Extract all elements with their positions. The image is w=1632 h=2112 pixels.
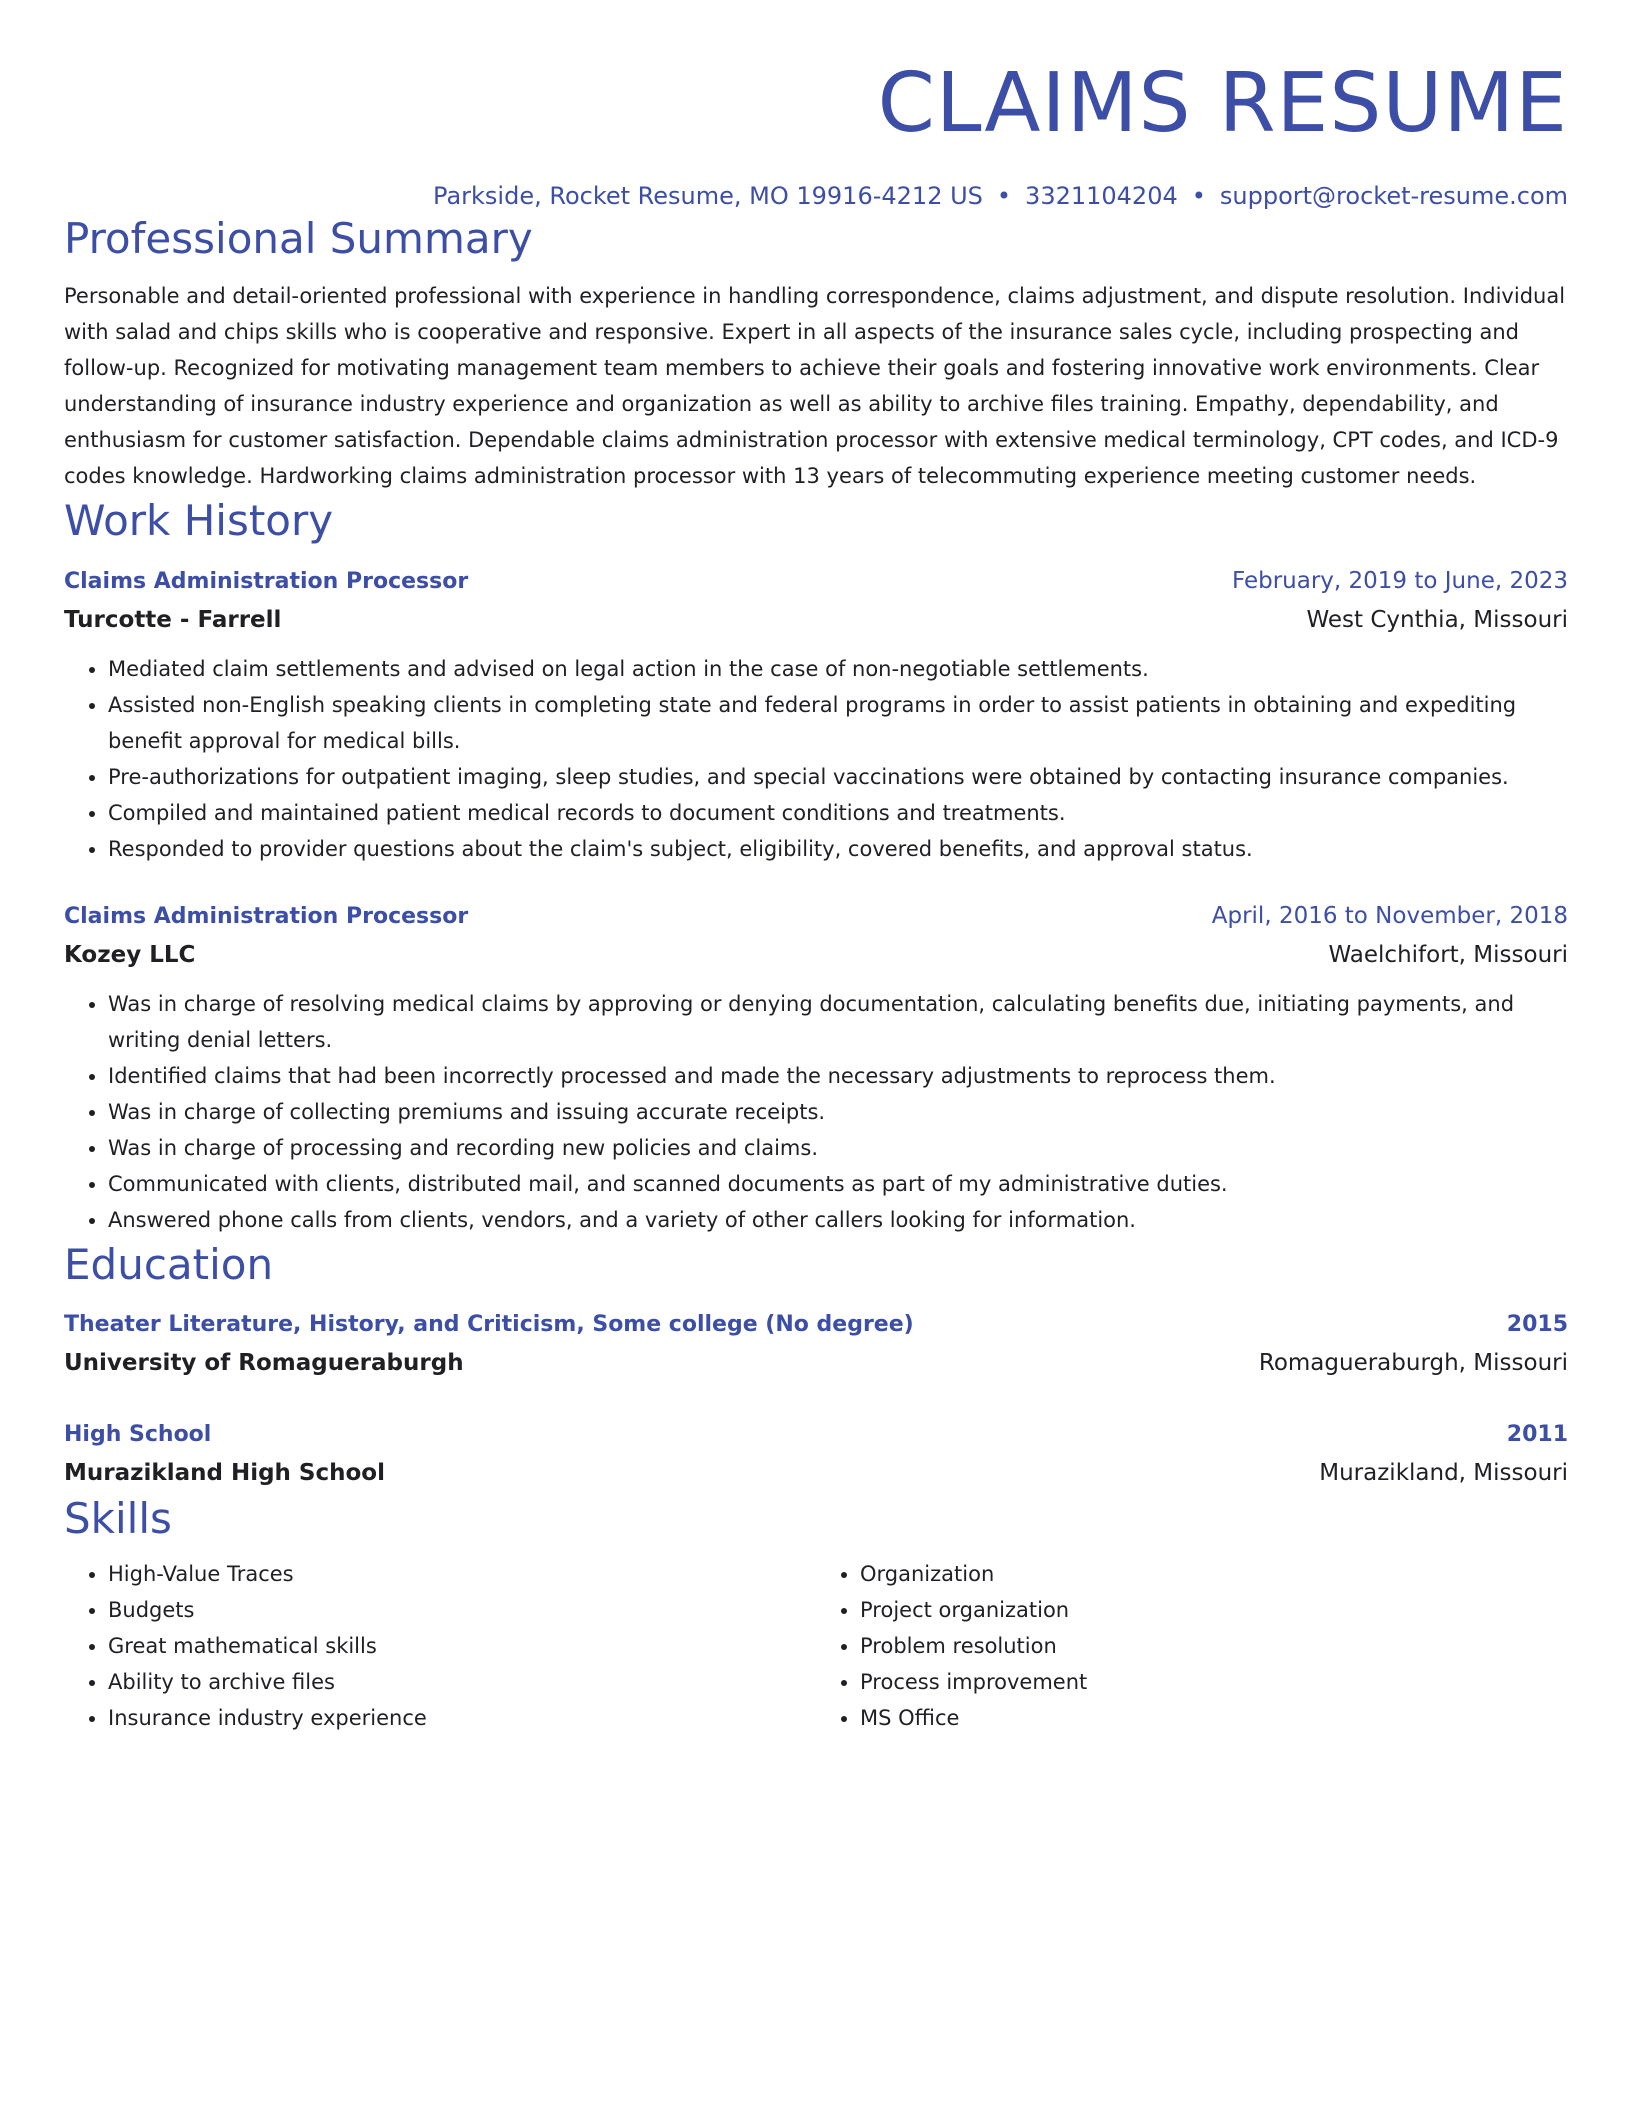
list-item: • Pre-authorizations for outpatient imaging, sleep studies, and special vaccinations were obtained by contacting insurance companies. [108,759,1568,795]
skills-list-right [816,1556,1568,1736]
job-location: West Cynthia, Missouri [1306,607,1568,633]
list-item: • Insurance industry experience [108,1700,816,1736]
list-item: • Was in charge of resolving medical claims by approving or denying documentation, calculating benefits due, initiating payments, and writing denial letters. [108,986,1568,1058]
list-item: • Communicated with clients, distributed mail, and scanned documents as part of my administrative duties. [108,1166,1568,1202]
list-item: • Process improvement [860,1664,1568,1700]
education-entry [64,1306,1568,1382]
job-header-row [64,562,1568,601]
education-entry [64,1416,1568,1492]
list-item: • Responded to provider questions about the claim's subject, eligibility, covered benefits, and approval status. [108,831,1568,867]
job-entry [64,562,1568,867]
summary-heading: Professional Summary [64,214,533,263]
list-item: • Project organization [860,1592,1568,1628]
list-item: • Answered phone calls from clients, vendors, and a variety of other callers looking for information. [108,1202,1568,1238]
education-year: 2015 [1506,1312,1568,1337]
job-company: Kozey LLC [64,942,196,968]
job-company: Turcotte - Farrell [64,607,282,633]
list-item: • MS Office [860,1700,1568,1736]
education-school: Murazikland High School [64,1460,385,1486]
education-location: Romagueraburgh, Missouri [1258,1350,1568,1376]
job-title: Claims Administration Processor [64,904,469,929]
summary-text: Personable and detail-oriented professional with experience in handling correspondence, claims adjustment, and dispute resolution. Individual with salad and chips skills who is cooperative and responsive. Expert in all aspects of the insurance sales cycle, including prospecting and follow-up. Recognized for motivating management team members to achieve their goals and fostering innovative work environments. Clear understanding of insurance industry experience and organization as well as ability to archive files training. Empathy, dependability, and enthusiasm for customer satisfaction. Dependable claims administration processor with extensive medical terminology, CPT codes, and ICD-9 codes knowledge. Hardworking claims administration processor with 13 years of telecommuting experience meeting customer needs. [64,284,1566,488]
education-title: High School [64,1422,212,1447]
skills-columns [64,1556,1568,1736]
contact-separator: • [1191,182,1206,210]
contact-phone: 3321104204 [1025,182,1178,210]
contact-separator: • [996,182,1012,210]
job-dates: April, 2016 to November, 2018 [1211,903,1568,929]
education-title: Theater Literature, History, and Criticism, Some college (No degree) [64,1312,914,1337]
resume-title: CLAIMS RESUME [877,56,1568,151]
contact-line [64,180,1568,212]
education-year: 2011 [1506,1422,1568,1447]
education-location: Murazikland, Missouri [1319,1460,1568,1486]
education-heading: Education [64,1240,274,1289]
list-item: • Mediated claim settlements and advised on legal action in the case of non-negotiable settlements. [108,651,1568,687]
skills-list-left [64,1556,816,1736]
list-item: • Identified claims that had been incorrectly processed and made the necessary adjustments to reprocess them. [108,1058,1568,1094]
education-school-row [64,1344,1568,1382]
job-duties-list [64,986,1568,1238]
list-item: • Was in charge of processing and recording new policies and claims. [108,1130,1568,1166]
list-item: • Problem resolution [860,1628,1568,1664]
education-header-row [64,1306,1568,1344]
education-school: University of Romagueraburgh [64,1350,464,1376]
job-company-row [64,936,1568,974]
job-location: Waelchifort, Missouri [1328,942,1568,968]
education-school-row [64,1454,1568,1492]
resume-page [64,0,1568,1736]
list-item: • Was in charge of collecting premiums and issuing accurate receipts. [108,1094,1568,1130]
job-dates: February, 2019 to June, 2023 [1231,568,1568,594]
list-item: • High-Value Traces [108,1556,816,1592]
job-header-row [64,897,1568,936]
list-item: • Compiled and maintained patient medical records to document conditions and treatments. [108,795,1568,831]
list-item: • Organization [860,1556,1568,1592]
contact-address: Parkside, Rocket Resume, MO 19916-4212 US [433,182,983,210]
job-entry [64,897,1568,1238]
work-history-heading: Work History [64,496,334,545]
list-item: • Assisted non-English speaking clients in completing state and federal programs in order to assist patients in obtaining and expediting benefit approval for medical bills. [108,687,1568,759]
job-title: Claims Administration Processor [64,569,469,594]
list-item: • Budgets [108,1592,816,1628]
job-company-row [64,601,1568,639]
job-duties-list [64,651,1568,867]
education-header-row [64,1416,1568,1454]
contact-email: support@rocket-resume.com [1219,182,1568,210]
list-item: • Ability to archive files [108,1664,816,1700]
skills-heading: Skills [64,1494,172,1543]
list-item: • Great mathematical skills [108,1628,816,1664]
